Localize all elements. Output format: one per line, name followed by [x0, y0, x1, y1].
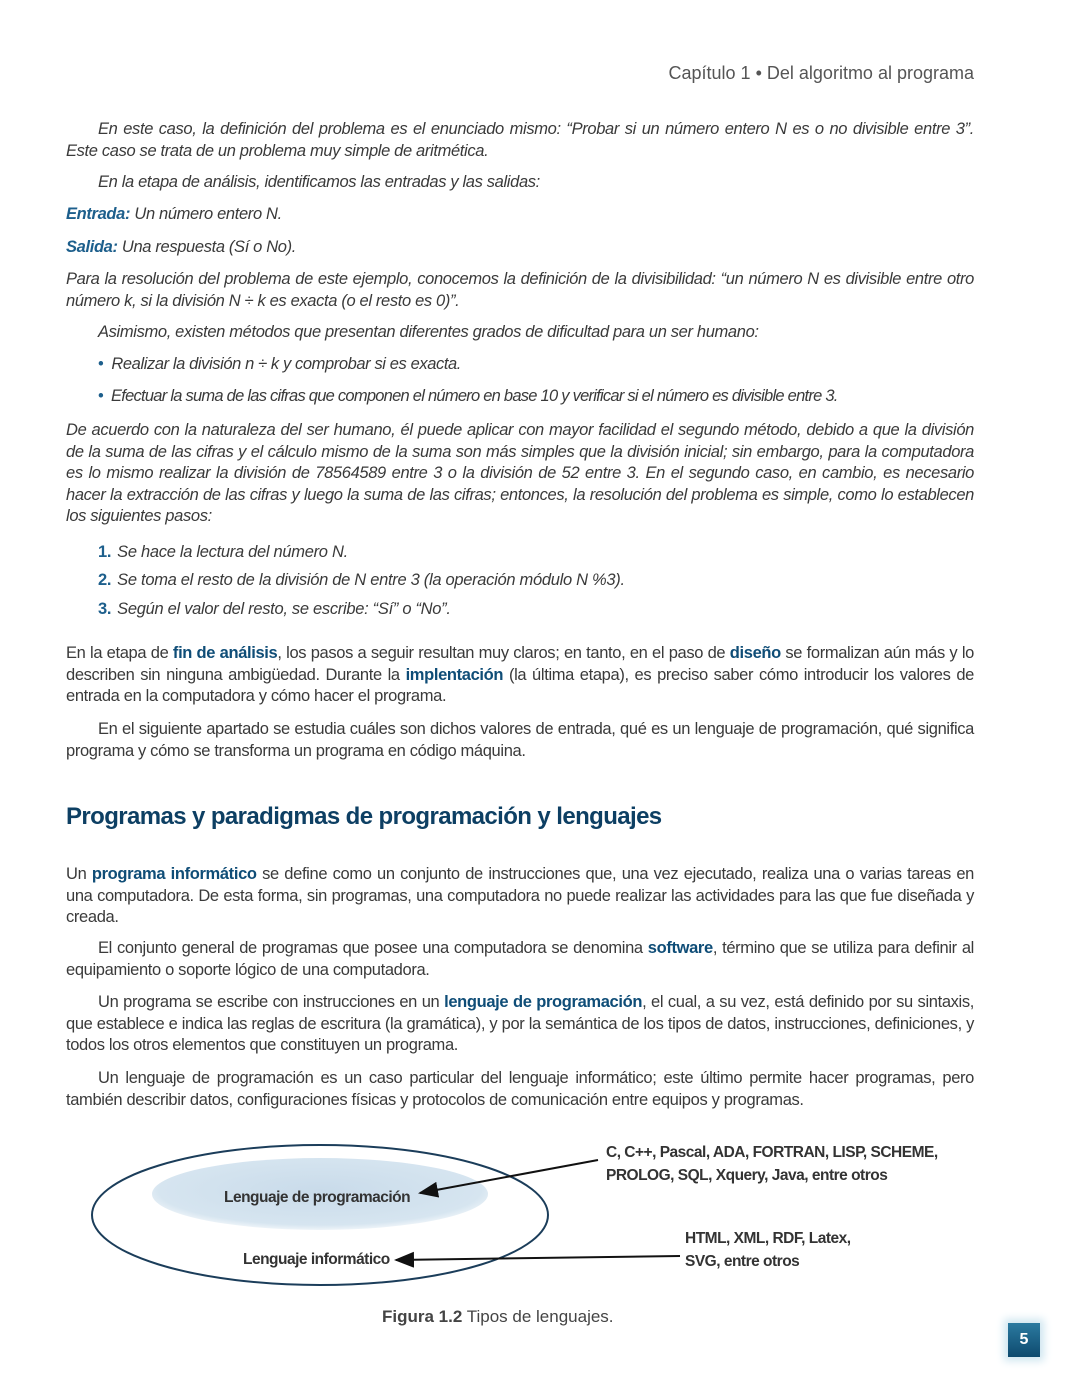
salida-label: Salida: [66, 238, 118, 256]
step-text: Se toma el resto de la división de N entre 3 (la operación módulo N %3). [117, 571, 625, 589]
paragraph-5: De acuerdo con la naturaleza del ser humano, él puede aplicar con mayor facilidad el segundo método, debido a que la división de la suma de las cifras y el cálculo mismo de la suma son más simples que la división inicial; sin embargo, para la computadora es lo mismo realizar la división de 78564589 entre 3 o la división de 52 entre 3. En el segundo caso, en cambio, es necesario hacer la extracción de las cifras y luego la suma de las cifras; entonces, la resolución del problema es simple, como lo establecen los siguientes pasos: [66, 421, 974, 525]
term-fin-de-analisis: fin de análisis [172, 644, 278, 662]
page-number: 5 [1008, 1323, 1040, 1357]
step-item [98, 571, 625, 590]
step-number: 2. [98, 571, 112, 589]
section-heading: Programas y paradigmas de programación y lenguajes [66, 803, 662, 830]
step-item [98, 600, 451, 619]
outer-label: Lenguaje informático [243, 1251, 390, 1268]
term-diseno: diseño [729, 644, 781, 662]
caption-label: Figura 1.2 [382, 1307, 463, 1326]
step-text: Según el valor del resto, se escribe: “Sí” o “No”. [117, 600, 451, 618]
bullet-item: • Efectuar la suma de las cifras que componen el número en base 10 y verificar si el número es divisible entre 3. [98, 387, 838, 405]
salida-text: Una respuesta (Sí o No). [117, 238, 296, 256]
arrow-informatic [396, 1256, 680, 1260]
entrada-text: Un número entero N. [130, 205, 282, 223]
entrada-label: Entrada: [66, 205, 131, 223]
step-number: 1. [98, 543, 112, 561]
paragraph-1: En este caso, la definición del problema es el enunciado mismo: “Probar si un número entero N es o no divisible entre 3”. Este caso se trata de un problema muy simple de aritmética. [66, 120, 974, 160]
step-text: Se hace la lectura del número N. [117, 543, 348, 561]
step-item [98, 543, 348, 562]
paragraph-10: Un programa se escribe con instrucciones en un lenguaje de programación, el cual, a su vez, está definido por su sintaxis, que establece e indica las reglas de escritura (la gramática), y por la semántica de los tipos de datos, instrucciones, definiciones, y todos los otros elementos que constituyen un programa. [66, 993, 975, 1054]
header-separator: • [755, 63, 762, 83]
paragraph-6: En la etapa de fin de análisis, los pasos a seguir resultan muy claros; en tanto, en el paso de diseño se formalizan aún más y lo describen sin ninguna ambigüedad. Durante la implentación (la última etapa), es preciso saber cómo introducir los valores de entrada en la computadora y cómo hacer el programa. [66, 644, 974, 705]
entrada-line [66, 204, 974, 226]
paragraph-3: Para la resolución del problema de este ejemplo, conocemos la definición de la divisibilidad: “un número N es divisible entre otro número k, si la división N ÷ k es exacta (o el resto es 0)”. [66, 270, 974, 310]
paragraph-11: Un lenguaje de programación es un caso particular del lenguaje informático; este último permite hacer programas, pero también describir datos, configuraciones físicas y protocolos de comunicación entre equipos y programas. [66, 1069, 974, 1109]
term-programa-informatico: programa informático [91, 865, 257, 883]
term-implementacion: implentación [405, 665, 504, 684]
informatic-examples: HTML, XML, RDF, Latex, SVG, entre otros [685, 1230, 851, 1270]
inner-label: Lenguaje de programación [224, 1189, 411, 1206]
running-header [669, 63, 975, 84]
step-number: 3. [98, 600, 112, 618]
programming-examples: C, C++, Pascal, ADA, FORTRAN, LISP, SCHEME, PROLOG, SQL, Xquery, Java, entre otros [606, 1144, 938, 1184]
chapter-label: Capítulo 1 [668, 63, 751, 83]
paragraph-8: Un programa informático se define como un conjunto de instrucciones que, una vez ejecutado, realiza una o varias tareas en una computadora. De esta forma, sin programas, una computadora no puede realizar las actividades para las que fue diseñada y creada. [66, 865, 974, 926]
salida-line [66, 237, 974, 259]
bullet-text: Realizar la división n ÷ k y comprobar si es exacta. [111, 355, 461, 373]
bullet-text: Efectuar la suma de las cifras que componen el número en base 10 y verificar si el número es divisible entre 3. [111, 387, 838, 405]
caption-text: Tipos de lenguajes. [462, 1307, 614, 1326]
figure-language-types [60, 1130, 960, 1305]
paragraph-2: En la etapa de análisis, identificamos las entradas y las salidas: [98, 173, 540, 191]
term-software: software [647, 939, 713, 957]
figure-caption [382, 1307, 614, 1327]
paragraph-7: En el siguiente apartado se estudia cuáles son dichos valores de entrada, qué es un lenguaje de programación, qué significa programa y cómo se transforma un programa en código máquina. [66, 720, 974, 760]
paragraph-9: El conjunto general de programas que posee una computadora se denomina software, término que se utiliza para definir al equipamiento o soporte lógico de una computadora. [66, 939, 974, 979]
chapter-title: Del algoritmo al programa [766, 63, 974, 83]
paragraph-4: Asimismo, existen métodos que presentan diferentes grados de dificultad para un ser humano: [98, 323, 759, 341]
bullet-item: • Realizar la división n ÷ k y comprobar si es exacta. [98, 355, 461, 373]
term-lenguaje-de-programacion: lenguaje de programación [444, 993, 643, 1011]
